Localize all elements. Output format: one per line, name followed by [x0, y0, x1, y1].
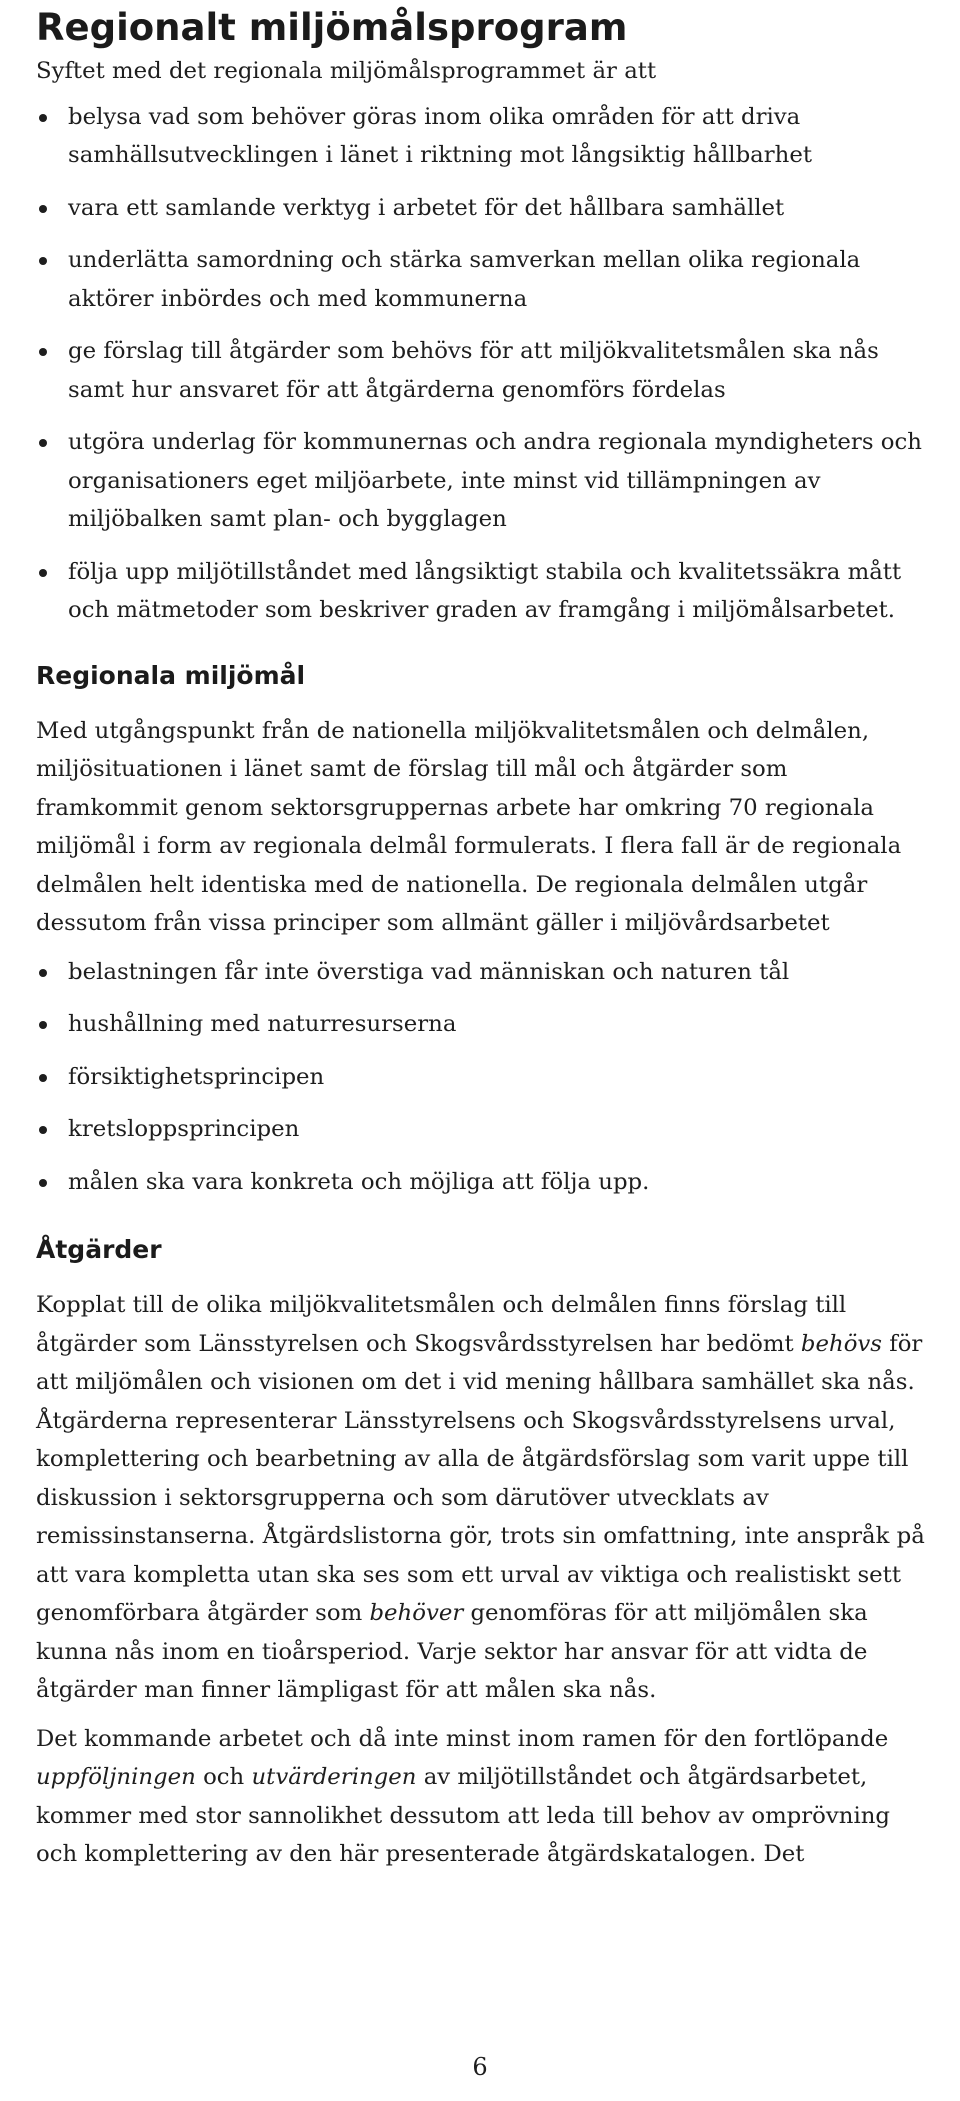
future-text-och: och [203, 1764, 245, 1790]
intro-paragraph: Syftet med det regionala miljömålsprogrammet är att [36, 58, 657, 84]
measures-text-3: genomföras för att miljömålen ska kunna nås inom en tioårsperiod. Varje sektor har ansvar för att vidta de åtgärder man finner lämpligast för att målen ska nås. [36, 1600, 868, 1703]
measures-text-2: för att miljömålen och visionen om det i vid mening hållbara samhället ska nås. Åtgärderna representerar Länsstyrelsens och Skogsvårdsstyrelsens urval, komplettering och bearbetning av alla de åtgärdsförslag som varit uppe till diskussion i sektorsgrupperna och som därutöver utvecklats av remissinstanserna. Åtgärdslistorna gör, trots sin omfattning, inte anspråk på att vara kompletta utan ska ses som ett urval av viktiga och realistiskt sett genomförbara åtgärder som [36, 1330, 925, 1626]
future-text-1: Det kommande arbetet och då inte minst inom ramen för den fortlöpande [36, 1725, 889, 1752]
future-text-2: av miljötillståndet och åtgärdsarbetet, kommer med stor sannolikhet dessutom att leda till behov av omprövning och komplettering av den här presenterade åtgärdskatalogen. Det [36, 1764, 891, 1867]
list-item: försiktighetsprincipen [36, 1058, 932, 1097]
document-page [36, 0, 932, 1874]
page-number: 6 [472, 2053, 488, 2081]
future-work-paragraph [36, 1720, 932, 1874]
measures-text-1: Kopplat till de olika miljökvalitetsmålen och delmålen finns förslag till åtgärder som Länsstyrelsen och Skogsvårdsstyrelsen har bedömt [36, 1292, 847, 1357]
list-item: vara ett samlande verktyg i arbetet för det hållbara samhället [36, 189, 932, 228]
purpose-list [36, 98, 932, 630]
list-item: belysa vad som behöver göras inom olika områden för att driva samhällsutvecklingen i länet i riktning mot långsiktig hållbarhet [36, 98, 938, 175]
list-item: kretsloppsprincipen [36, 1110, 932, 1149]
emphasis-behover: behöver [369, 1600, 464, 1626]
list-item: hushållning med naturresurserna [36, 1005, 932, 1044]
section-heading-regionala-miljomal: Regionala miljömål [36, 660, 306, 690]
list-item: utgöra underlag för kommunernas och andra regionala myndigheters och organisationers eget miljöarbete, inte minst vid tillämpningen av miljöbalken samt plan- och bygglagen [36, 423, 932, 539]
emphasis-uppfoljningen: uppföljningen [36, 1764, 196, 1790]
list-item: följa upp miljötillståndet med långsiktigt stabila och kvalitetssäkra mått och mätmetoder som beskriver graden av framgång i miljömålsarbetet. [36, 553, 932, 630]
page-title: Regionalt miljömålsprogram [36, 6, 628, 49]
regional-goals-paragraph: Med utgångspunkt från de nationella miljökvalitetsmålen och delmålen, miljösituationen i länet samt de förslag till mål och åtgärder som framkommit genom sektorsgruppernas arbete har omkring 70 regionala miljömål i form av regionala delmål formulerats. I flera fall är de regionala delmålen helt identiska med de nationella. De regionala delmålen utgår dessutom från vissa principer som allmänt gäller i miljövårdsarbetet [36, 717, 902, 936]
section-heading-atgarder: Åtgärder [36, 1235, 162, 1264]
emphasis-utvarderingen: utvärderingen [251, 1764, 417, 1790]
list-item: belastningen får inte överstiga vad människan och naturen tål [36, 953, 932, 992]
list-item: målen ska vara konkreta och möjliga att följa upp. [36, 1163, 932, 1202]
emphasis-behovs: behövs [800, 1330, 882, 1357]
principles-list [36, 953, 932, 1202]
measures-paragraph [36, 1286, 932, 1710]
list-item: underlätta samordning och stärka samverkan mellan olika regionala aktörer inbördes och med kommunerna [36, 241, 932, 318]
list-item: ge förslag till åtgärder som behövs för att miljökvalitetsmålen ska nås samt hur ansvaret för att åtgärderna genomförs fördelas [36, 332, 932, 409]
